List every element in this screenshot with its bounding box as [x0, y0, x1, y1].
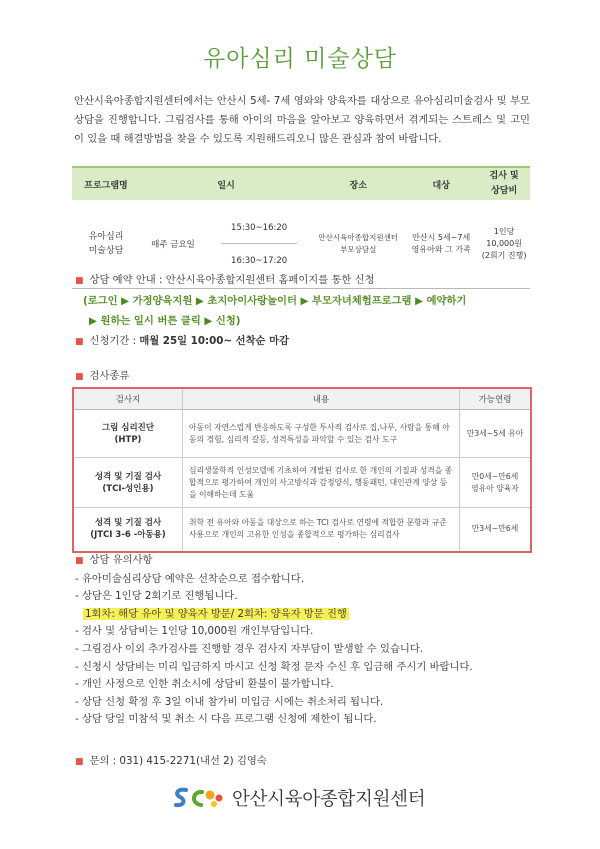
notes-section [75, 552, 545, 729]
program-fee: 1인당 10,000원 (2회기 진행) [478, 200, 530, 289]
org-name: 안산시육아종합지원센터 [232, 789, 426, 810]
exam-content: 취학 전 유아와 아동을 대상으로 하는 TCI 검사로 연령에 적합한 문항과 규준 사용으로 개인의 고유한 인성을 종합적으로 평가하는 심리검사 [183, 508, 460, 552]
program-target: 안산시 5세~7세 영유아와 그 가족 [404, 200, 478, 289]
period-line [75, 331, 545, 352]
header-place: 장소 [312, 167, 404, 200]
note-item: - 그림검사 이외 추가검사를 진행할 경우 검사지 자부담이 발생할 수 있습니다. [75, 642, 424, 655]
contact-text: 문의 : 031) 415-2271(내선 2) 김영숙 [89, 755, 267, 767]
exam-header-test: 검사지 [73, 388, 183, 410]
exam-name: 그림 심리진단 (HTP) [73, 410, 183, 458]
program-name: 유아심리 미술상담 [72, 200, 140, 289]
note-item: - 상담 신청 확정 후 3일 이내 참가비 미입금 시에는 취소처리 됩니다. [75, 695, 384, 708]
exam-age: 만3세~5세 유아 [460, 410, 532, 458]
center-logo [172, 785, 425, 811]
page-title: 유아심리 미술상담 [202, 46, 398, 72]
period-value: 매월 25일 10:00~ 선착순 마감 [139, 335, 289, 347]
header-program: 프로그램명 [72, 167, 140, 200]
intro-paragraph: 안산시육아종합지원센터에서는 안산시 5세- 7세 영와와 양육자를 대상으로 유아심리미술검사 및 부모상담을 진행합니다. 그림검사를 통해 아이의 마음을 알아보고 양육하면서 겪게되는 스트레스 및 고민이 있을 때 해결방법을 찾을 수 있도록 지원해드리오니 많은 관심과 참여 바랍니다. [74, 95, 530, 145]
note-item: - 유아미술심리상담 예약은 선착순으로 접수합니다. [75, 572, 304, 585]
exam-row [73, 458, 531, 508]
reservation-guide [75, 270, 545, 352]
header-fee: 검사 및 상담비 [478, 167, 530, 200]
time-slot-1: 15:30~16:20 [221, 223, 297, 244]
note-highlight-line [75, 606, 545, 624]
notes-label-line [75, 552, 545, 571]
note-highlight: 1회차: 해당 유아 및 양육자 방문/ 2회차: 양육자 방문 진행 [85, 607, 347, 620]
bullet-icon: ■ [75, 276, 84, 286]
program-table-header [72, 167, 530, 200]
bullet-icon: ■ [75, 757, 84, 767]
contact-line [75, 752, 267, 767]
note-item: - 상담 당일 미참석 및 취소 시 다음 프로그램 신청에 제한이 됩니다. [75, 713, 377, 726]
note-item: - 상담은 1인당 2회기로 진행됩니다. [75, 590, 238, 603]
exam-header-content: 내용 [183, 388, 460, 410]
bullet-icon: ■ [75, 337, 84, 347]
bullet-icon: ■ [75, 556, 84, 566]
program-place: 안산시육아종합지원센터 부모상담실 [312, 200, 404, 289]
exam-content: 심리생물학적 인성모델에 기초하여 개발된 검사로 한 개인의 기질과 성격을 종합적으로 평가하여 개인의 사고방식과 감정양식, 행동패턴, 대인관계 양상 등을 이해하는데 도움 [183, 458, 460, 508]
period-label: 신청기간 : [89, 335, 140, 347]
notes-label: 상담 유의사항 [89, 554, 153, 566]
exam-age: 만0세~만6세 영유아 양육자 [460, 458, 532, 508]
exam-content: 아동이 자연스럽게 반응하도록 구성한 투사적 검사로 집,나무, 사람을 통해 아동의 경험, 심리적 갈등, 성격특성을 파악할 수 있는 검사 도구 [183, 410, 460, 458]
note-item: - 검사 및 상담비는 1인당 10,000원 개인부담입니다. [75, 625, 314, 638]
exam-table [72, 387, 532, 553]
header-datetime: 일시 [140, 167, 312, 200]
reservation-path-1: (로그인 ▶ 가정양육지원 ▶ 초지아이사랑놀이터 ▶ 부모자녀체험프로그램 ▶ 예약하기 [83, 295, 467, 307]
exam-row [73, 508, 531, 552]
reservation-path-2: ▶ 원하는 일시 버튼 클릭 ▶ 신청) [89, 315, 241, 327]
time-slot-2: 16:30~17:20 [231, 255, 288, 266]
note-item: - 개인 사정으로 인한 취소시에 상담비 환불이 불가합니다. [75, 678, 334, 691]
bullet-icon: ■ [75, 372, 84, 382]
exam-age: 만3세~만6세 [471, 524, 519, 534]
exam-name: 성격 및 기질 검사 (TCI-성인용) [73, 458, 183, 508]
reservation-label: 상담 예약 안내 : 안산시육아종합지원센터 홈페이지를 통한 신청 [89, 274, 375, 286]
exam-header-age: 가능연령 [460, 388, 532, 410]
exam-table-header [73, 388, 531, 410]
exam-row [73, 410, 531, 458]
reservation-line [75, 270, 545, 291]
exam-section-label: ■ 검사종류 [75, 370, 130, 382]
logo-mark-icon [172, 785, 226, 811]
note-item: - 신청시 상담비는 미리 입금하지 마시고 신청 확정 문자 수신 후 입금해 주시기 바랍니다. [75, 660, 473, 673]
header-target: 대상 [404, 167, 478, 200]
program-day: 매주 금요일 [140, 200, 206, 289]
exam-name: 성격 및 기질 검사 (JTCI 3-6 -아동용) [90, 518, 166, 541]
